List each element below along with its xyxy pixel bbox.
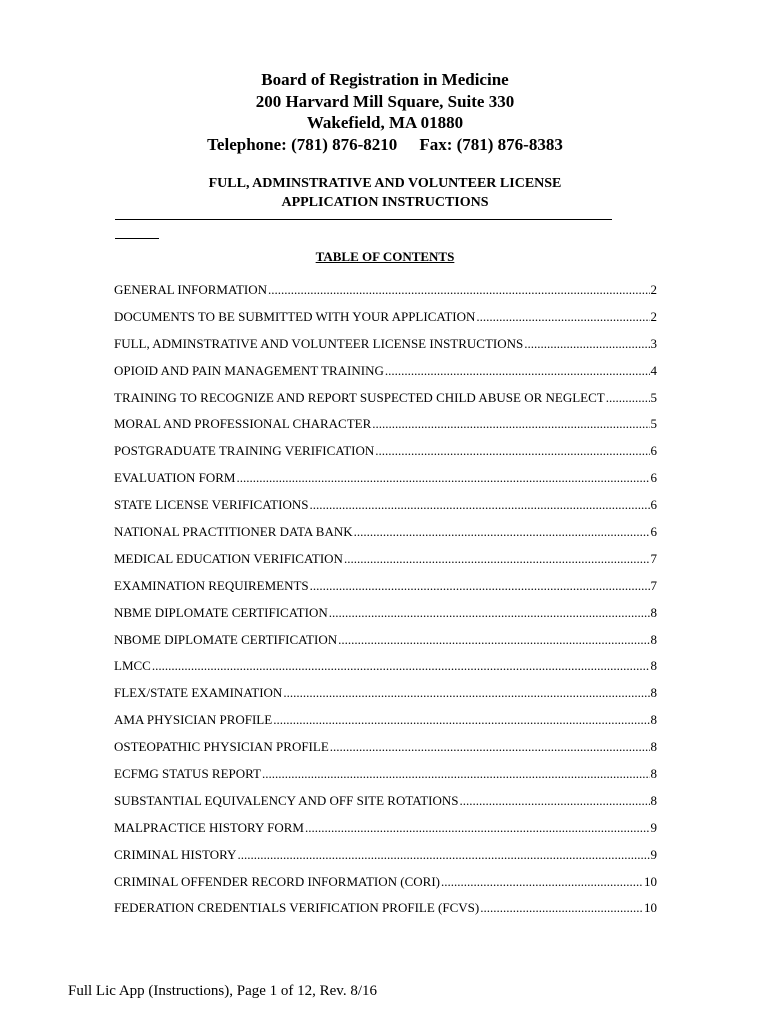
toc-dot-leader xyxy=(480,899,643,917)
board-name: Board of Registration in Medicine xyxy=(261,70,509,89)
toc-dot-leader xyxy=(344,550,650,568)
toc-dot-leader xyxy=(262,765,650,783)
toc-entry[interactable] xyxy=(114,335,657,362)
toc-entry-label: ECFMG STATUS REPORT xyxy=(114,766,261,782)
toc-dot-leader xyxy=(459,792,649,810)
toc-dot-leader xyxy=(375,442,649,460)
toc-entry[interactable] xyxy=(114,873,657,900)
toc-entry-label: NBME DIPLOMATE CERTIFICATION xyxy=(114,604,328,620)
toc-entry-page: 8 xyxy=(650,604,657,620)
toc-entry-label: EVALUATION FORM xyxy=(114,470,236,486)
toc-entry-label: OSTEOPATHIC PHYSICIAN PROFILE xyxy=(114,739,329,755)
toc-entry[interactable] xyxy=(114,846,657,873)
toc-entry[interactable] xyxy=(114,496,657,523)
toc-entry[interactable] xyxy=(114,523,657,550)
toc-entry-page: 6 xyxy=(650,470,657,486)
toc-entry-label: EXAMINATION REQUIREMENTS xyxy=(114,577,309,593)
toc-entry-page: 6 xyxy=(650,524,657,540)
toc-entry-page: 9 xyxy=(650,819,657,835)
document-title xyxy=(0,174,770,212)
telephone-number: Telephone: (781) 876-8210 xyxy=(207,134,398,154)
toc-entry-label: GENERAL INFORMATION xyxy=(114,282,267,297)
toc-entry-label: SUBSTANTIAL EQUIVALENCY AND OFF SITE ROTATIONS xyxy=(114,792,459,808)
toc-entry-page: 8 xyxy=(650,739,657,755)
title-divider-line xyxy=(115,219,612,220)
toc-entry-label: CRIMINAL HISTORY xyxy=(114,846,237,862)
toc-entry-label: MALPRACTICE HISTORY FORM xyxy=(114,819,304,835)
toc-entry-page: 5 xyxy=(650,416,657,432)
toc-dot-leader xyxy=(354,523,650,541)
toc-entry[interactable] xyxy=(114,792,657,819)
toc-entry[interactable] xyxy=(114,362,657,389)
toc-entry-label: FULL, ADMINSTRATIVE AND VOLUNTEER LICENSE INSTRUCTIONS xyxy=(114,335,524,351)
toc-entry[interactable] xyxy=(114,469,657,496)
toc-entry-page: 7 xyxy=(650,577,657,593)
toc-entry-label: DOCUMENTS TO BE SUBMITTED WITH YOUR APPLICATION xyxy=(114,308,476,324)
toc-entry[interactable] xyxy=(114,631,657,658)
toc-dot-leader xyxy=(385,362,650,380)
title-divider-line-short xyxy=(115,238,159,239)
toc-entry-label: MORAL AND PROFESSIONAL CHARACTER xyxy=(114,416,372,432)
toc-entry-label: OPIOID AND PAIN MANAGEMENT TRAINING xyxy=(114,362,384,378)
toc-entry-page: 7 xyxy=(650,550,657,566)
toc-dot-leader xyxy=(237,846,649,864)
toc-entry-label: FEDERATION CREDENTIALS VERIFICATION PROFILE (FCVS) xyxy=(114,900,480,916)
toc-entry-label: MEDICAL EDUCATION VERIFICATION xyxy=(114,550,343,566)
toc-dot-leader xyxy=(268,281,650,299)
toc-dot-leader xyxy=(273,711,649,729)
toc-entry-page: 3 xyxy=(650,335,657,351)
toc-entry-page: 4 xyxy=(650,362,657,378)
document-title-line2: APPLICATION INSTRUCTIONS xyxy=(281,195,489,210)
toc-entry-label: LMCC xyxy=(114,658,151,674)
toc-entry[interactable] xyxy=(114,281,657,308)
table-of-contents xyxy=(114,281,657,926)
toc-entry-page: 9 xyxy=(650,846,657,862)
toc-dot-leader xyxy=(441,873,643,891)
toc-dot-leader xyxy=(152,657,650,675)
toc-entry-page: 2 xyxy=(650,282,657,297)
toc-entry-label: STATE LICENSE VERIFICATIONS xyxy=(114,497,309,513)
toc-dot-leader xyxy=(606,389,650,407)
toc-entry[interactable] xyxy=(114,415,657,442)
page-footer: Full Lic App (Instructions), Page 1 of 12, Rev. 8/16 xyxy=(68,983,377,999)
toc-entry-label: NATIONAL PRACTITIONER DATA BANK xyxy=(114,524,353,540)
toc-dot-leader xyxy=(236,469,649,487)
toc-entry-page: 8 xyxy=(650,792,657,808)
toc-entry[interactable] xyxy=(114,765,657,792)
toc-entry-page: 10 xyxy=(644,873,657,889)
toc-entry[interactable] xyxy=(114,711,657,738)
toc-entry-label: AMA PHYSICIAN PROFILE xyxy=(114,712,273,728)
toc-heading: TABLE OF CONTENTS xyxy=(315,249,455,264)
toc-entry[interactable] xyxy=(114,899,657,926)
toc-dot-leader xyxy=(283,684,649,702)
toc-entry-page: 6 xyxy=(650,497,657,513)
toc-entry[interactable] xyxy=(114,442,657,469)
letterhead xyxy=(0,69,770,155)
toc-entry[interactable] xyxy=(114,550,657,577)
toc-entry-page: 8 xyxy=(650,712,657,728)
toc-entry[interactable] xyxy=(114,684,657,711)
toc-entry-page: 2 xyxy=(650,308,657,324)
toc-entry[interactable] xyxy=(114,308,657,335)
toc-dot-leader xyxy=(372,415,649,433)
toc-entry-label: TRAINING TO RECOGNIZE AND REPORT SUSPECTED CHILD ABUSE OR NEGLECT xyxy=(114,389,605,405)
contact-numbers xyxy=(0,134,770,156)
toc-dot-leader xyxy=(329,604,650,622)
toc-entry[interactable] xyxy=(114,738,657,765)
toc-entry-page: 5 xyxy=(650,389,657,405)
toc-entry[interactable] xyxy=(114,819,657,846)
document-title-line1: FULL, ADMINSTRATIVE AND VOLUNTEER LICENSE xyxy=(208,176,562,191)
toc-entry-label: CRIMINAL OFFENDER RECORD INFORMATION (CORI) xyxy=(114,873,440,889)
toc-dot-leader xyxy=(476,308,649,326)
toc-entry[interactable] xyxy=(114,577,657,604)
toc-dot-leader xyxy=(309,496,649,514)
toc-entry-page: 8 xyxy=(650,685,657,701)
toc-dot-leader xyxy=(330,738,650,756)
toc-entry-label: NBOME DIPLOMATE CERTIFICATION xyxy=(114,631,338,647)
fax-number: Fax: (781) 876-8383 xyxy=(419,134,563,154)
toc-entry[interactable] xyxy=(114,389,657,416)
toc-entry-label: FLEX/STATE EXAMINATION xyxy=(114,685,283,701)
city-state-zip: Wakefield, MA 01880 xyxy=(306,113,464,132)
toc-entry[interactable] xyxy=(114,657,657,684)
toc-dot-leader xyxy=(524,335,649,353)
toc-entry-page: 8 xyxy=(650,658,657,674)
toc-entry-page: 6 xyxy=(650,443,657,459)
toc-entry[interactable] xyxy=(114,604,657,631)
toc-entry-label: POSTGRADUATE TRAINING VERIFICATION xyxy=(114,443,375,459)
toc-dot-leader xyxy=(305,819,650,837)
street-address: 200 Harvard Mill Square, Suite 330 xyxy=(255,91,515,111)
toc-entry-page: 8 xyxy=(650,631,657,647)
toc-entry-page: 10 xyxy=(644,900,657,916)
toc-entry-page: 8 xyxy=(650,766,657,782)
toc-dot-leader xyxy=(338,631,649,649)
toc-dot-leader xyxy=(310,577,650,595)
